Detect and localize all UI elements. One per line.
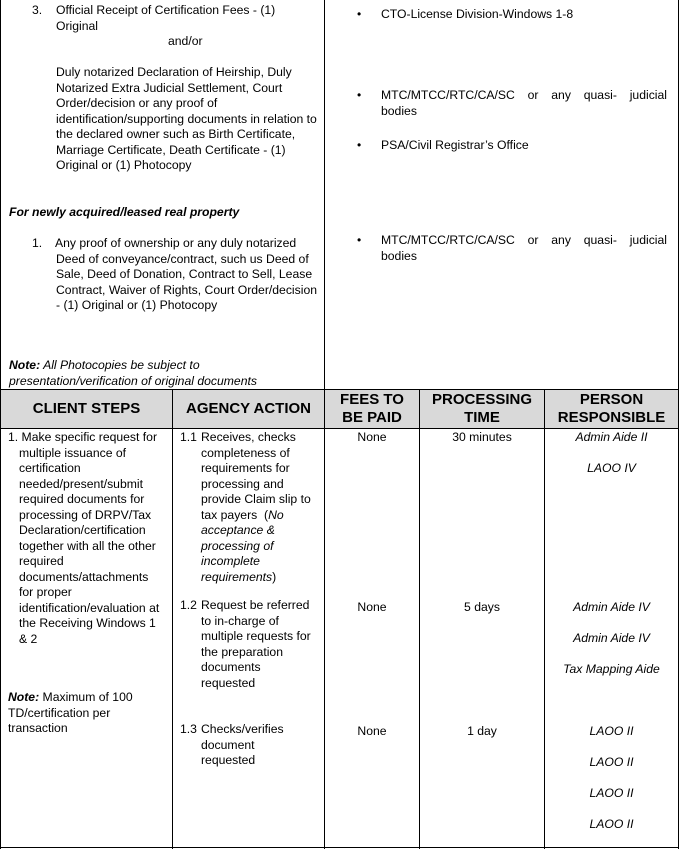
where-to-secure-item: • CTO-License Division-Windows 1-8 <box>381 7 667 23</box>
person-name: Admin Aide IV <box>573 631 650 645</box>
person-name: LAOO II <box>589 755 634 769</box>
header-person-responsible: PERSON RESPONSIBLE <box>545 390 678 428</box>
fee-value: None <box>357 600 387 614</box>
where-to-secure-item: • PSA/Civil Registrar’s Office <box>381 138 667 154</box>
fee-value: None <box>357 724 387 738</box>
person-name: LAOO II <box>589 817 634 831</box>
item-number: 1. <box>32 236 43 250</box>
and-or-text: and/or <box>168 34 203 48</box>
action-number: 1.2 <box>180 598 197 612</box>
person-name: Admin Aide II <box>575 430 648 444</box>
person-name: LAOO II <box>589 786 634 800</box>
note-label: Note: <box>9 358 41 372</box>
action-text: Checks/verifies document requested <box>201 722 284 767</box>
item-number: 3. <box>32 3 43 17</box>
action-text: Request be referred to in-charge of multiple requests for the preparation documents requested <box>201 598 311 690</box>
person-name: Tax Mapping Aide <box>563 662 660 676</box>
note-label: Note: <box>8 690 40 704</box>
requirement-text: Official Receipt of Certification Fees - (1) Original <box>56 3 276 33</box>
fee-value: None <box>357 430 387 444</box>
requirement-text: Any proof of ownership or any duly notarized Deed of conveyance/contract, such us Deed of Sale, Deed of Donation, Contract to Sell, Lease Contract, Waiver of Rights, Court Order/decision - (1) Original or (1) Photocopy <box>55 236 317 312</box>
requirement-text: Duly notarized Declaration of Heirship, Duly Notarized Extra Judicial Settlement, Court Order/decision or any proof of identification/supporting documents in relation to the declared owner such as Birth Certificate, Marriage Certificate, Death Certificate - (1) Original or (1) Photocopy <box>56 65 317 172</box>
action-text: Receives, checks completeness of requirements for processing and provide Claim slip to tax payers (No acceptance & processing of incomplete requirements) <box>201 430 311 584</box>
section-heading: For newly acquired/leased real property <box>9 205 240 219</box>
action-italic-note: No acceptance & processing of incomplete requirements <box>201 507 284 584</box>
header-fees: FEES TO BE PAID <box>325 390 419 428</box>
where-to-secure-item: • MTC/MTCC/RTC/CA/SC or any quasi- judicial bodies <box>381 88 667 119</box>
person-name: LAOO II <box>589 724 634 738</box>
processing-time-value: 30 minutes <box>452 430 512 444</box>
note-text: All Photocopies be subject to presentation/verification of original documents <box>9 358 257 388</box>
person-name: Admin Aide IV <box>573 600 650 614</box>
note-text: Maximum of 100 TD/certification per transaction <box>8 690 133 735</box>
client-step-text: 1. Make specific request for multiple issuance of certification needed/present/submit required documents for processing of DRPV/Tax Declaration/certification together with all the other required documents/attachments for proper identification/evaluation at the Receiving Windows 1 & 2 <box>8 430 160 646</box>
header-client-steps: CLIENT STEPS <box>1 390 172 428</box>
header-agency-action: AGENCY ACTION <box>173 390 324 428</box>
client-step-note <box>8 690 158 737</box>
note <box>9 358 289 389</box>
processing-time-value: 1 day <box>467 724 497 738</box>
header-processing-time: PROCESSING TIME <box>420 390 544 428</box>
person-name: LAOO IV <box>587 461 636 475</box>
action-number: 1.3 <box>180 722 197 736</box>
where-to-secure-item: • MTC/MTCC/RTC/CA/SC or any quasi- judicial bodies <box>381 233 667 264</box>
processing-time-value: 5 days <box>464 600 500 614</box>
action-number: 1.1 <box>180 430 197 444</box>
